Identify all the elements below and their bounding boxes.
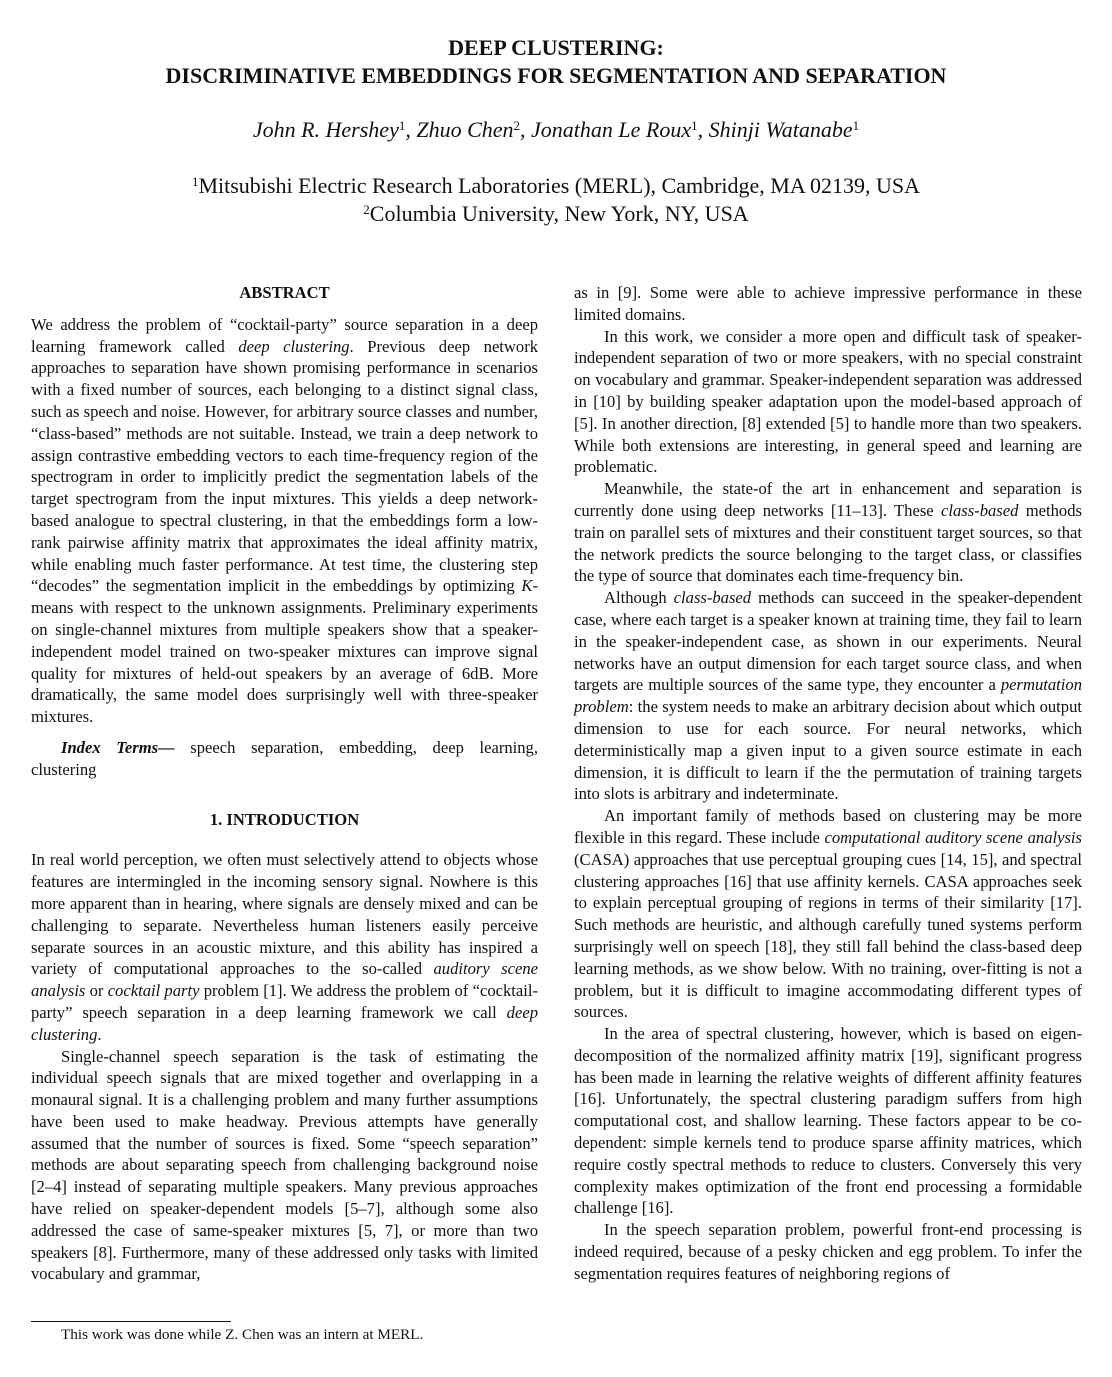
author-name: Jonathan Le Roux: [531, 117, 692, 142]
intro-paragraph-5: [574, 587, 1082, 805]
paragraph-text: problem [1]. We address the problem of “cocktail-party” speech separation in a deep learning framework we call: [31, 981, 539, 1022]
footnote: This work was done while Z. Chen was an intern at MERL.: [61, 1326, 424, 1343]
affiliations: [0, 172, 1112, 228]
paragraph-text: Meanwhile, the state-of the art in enhancement and separation is currently done using deep networks [11–13]. These: [574, 479, 1082, 520]
abstract-emphasis: deep clustering: [238, 336, 350, 356]
intro-paragraph-7: In the area of spectral clustering, however, which is based on eigen-decomposition of the normalized affinity matrix [19], significant progress has been made in learning the relative weights of different affinity features [16]. Unfortunately, the spectral clustering paradigm suffers from high computational cost, and shallow learning. These factors appear to be co-dependent: simple kernels tend to produce sparse affinity matrices, which require costly spectral methods to reduce to clusters. Conversely this very complexity makes optimization of the front end processing a formidable challenge [16].: [574, 1024, 1082, 1218]
intro-paragraph-1: [31, 849, 538, 1045]
paragraph-text: .: [97, 1024, 102, 1044]
author-name: John R. Hershey: [252, 117, 399, 142]
introduction-heading: 1. INTRODUCTION: [209, 809, 360, 829]
index-terms-label: Index Terms—: [61, 737, 175, 757]
abstract-text: -means with respect to the unknown assignments. Preliminary experiments on single-channel mixtures from multiple speakers show that a speaker-independent model trained on two-speaker mixtures can improve signal quality for mixtures of held-out speakers by an average of 6dB. More dramatically, the same model does surprisingly well with three-speaker mixtures.: [31, 576, 538, 727]
affiliation-line: [0, 200, 1112, 228]
abstract-text: We address the problem of “cocktail-party” source separation in a deep learning framework called: [31, 314, 538, 356]
author-affil-mark: 1: [398, 118, 406, 133]
author-name: Zhuo Chen: [416, 117, 514, 142]
paragraph-text: In real world perception, we often must selectively attend to objects whose features are intermingled in the incoming sensory signal. Nowhere is this more apparent than in hearing, where signals are densely mixed and can be challenging to separate. Nevertheless human listeners easily perceive separate sources in an acoustic mixture, and this ability has inspired a variety of computational approaches to the so-called: [31, 850, 538, 979]
author-affil-mark: 1: [852, 118, 860, 133]
author-name: Shinji Watanabe: [708, 117, 853, 142]
paragraph-emphasis: computational auditory scene analysis: [824, 827, 1082, 847]
paragraph-text: (CASA) approaches that use perceptual grouping cues [14, 15], and spectral clustering approaches [16] that use affinity kernels. CASA approaches seek to explain perceptual grouping of regions in terms of their similarity [17]. Such methods are heuristic, and although carefully tuned systems perform surprisingly well on speech [18], they still fall behind the class-based deep learning methods, as we show below. With no training, over-fitting is not a problem, but it is difficult to imagine accommodating different types of sources.: [574, 849, 1082, 1022]
intro-paragraph-8: In the speech separation problem, powerful front-end processing is indeed required, because of a pesky chicken and egg problem. To infer the segmentation requires features of neighboring regions of: [574, 1220, 1082, 1283]
affiliation-text: Mitsubishi Electric Research Laboratories (MERL), Cambridge, MA 02139, USA: [198, 173, 921, 198]
paragraph-text: Although: [604, 588, 674, 608]
paragraph-text: An important family of methods based on clustering may be more flexible in this regard. These include: [574, 806, 1082, 847]
right-column: [574, 282, 1082, 1285]
footnote-divider: [31, 1321, 231, 1322]
paragraph-emphasis: cocktail party: [107, 981, 200, 1001]
affiliation-text: Columbia University, New York, NY, USA: [369, 201, 749, 226]
intro-paragraph-2: Single-channel speech separation is the task of estimating the individual speech signals that are mixed together and overlapping in a monaural signal. It is a challenging problem and many further assumptions have been used to make headway. Previous attempts have generally assumed that the number of sources is fixed. Some “speech separation” methods are about separating speech from challenging background noise [2–4] instead of separating multiple speakers. Many previous approaches have relied on speaker-dependent models [5–7], although some also addressed the case of same-speaker mixtures [5, 7], or more than two speakers [8]. Furthermore, many of these addressed only tasks with limited vocabulary and grammar,: [31, 1046, 538, 1284]
author-separator: ,: [405, 117, 417, 142]
index-terms-text: speech separation, embedding, deep learning, clustering: [31, 737, 539, 779]
affiliation-mark: 1: [191, 174, 199, 189]
abstract-math-k: K: [521, 576, 533, 596]
affiliation-mark: 2: [363, 202, 370, 217]
abstract-paragraph: [31, 314, 538, 728]
author-list: [0, 116, 1112, 144]
abstract-heading: ABSTRACT: [239, 283, 330, 302]
author-separator: ,: [520, 117, 532, 142]
intro-paragraph-6: [574, 805, 1082, 1023]
left-column: [31, 282, 538, 1285]
paragraph-text: methods can succeed in the speaker-dependent case, where each target is a speaker known at training time, they fail to learn in the speaker-independent case, as shown in our experiments. Neural networks have an output dimension for each target source class, and when targets are multiple sources of the same type, they encounter a: [574, 588, 1082, 695]
title-line-2: DISCRIMINATIVE EMBEDDINGS FOR SEGMENTATION AND SEPARATION: [165, 63, 947, 88]
author-separator: ,: [697, 117, 709, 142]
author-affil-mark: 2: [513, 118, 521, 133]
intro-paragraph-2-continued: as in [9]. Some were able to achieve impressive performance in these limited domains.: [574, 283, 1082, 324]
intro-paragraph-4: [574, 478, 1082, 587]
paragraph-emphasis: class-based: [673, 588, 752, 608]
paragraph-emphasis: deep clustering: [31, 1002, 538, 1044]
paragraph-text: methods train on parallel sets of mixtures and their constituent target sources, so that the network predicts the source belonging to the target class, or classifies the type of source that dominates each time-frequency bin.: [574, 500, 1082, 586]
paragraph-emphasis: class-based: [940, 500, 1019, 520]
paper-title: [0, 34, 1112, 90]
index-terms: [31, 737, 538, 781]
affiliation-line: [0, 172, 1112, 200]
paragraph-emphasis: permutation problem: [574, 675, 1082, 717]
paragraph-emphasis: auditory scene analysis: [31, 959, 538, 1001]
paragraph-text: : the system needs to make an arbitrary decision about which output dimension to use for each source. For neural networks, which deterministically map a given input to a given source estimate in each dimension, it is difficult to learn if the the permutation of training targets into slots is arbitrary and indeterminate.: [574, 697, 1082, 804]
intro-paragraph-3: In this work, we consider a more open and difficult task of speaker-independent separation of two or more speakers, with no special constraint on vocabulary and grammar. Speaker-independent separation was addressed in [10] by building speaker adaptation upon the model-based approach of [5]. In another direction, [8] extended [5] to handle more than two speakers. While both extensions are interesting, in general speed and learning are problematic.: [574, 326, 1082, 477]
title-line-1: DEEP CLUSTERING:: [448, 35, 664, 60]
abstract-text: . Previous deep network approaches to separation have shown promising performance in scenarios with a fixed number of sources, each belonging to a distinct signal class, such as speech and noise. However, for arbitrary source classes and number, “class-based” methods are not suitable. Instead, we train a deep network to assign contrastive embedding vectors to each time-frequency region of the spectrogram in order to implicitly predict the segmentation labels of the target spectrogram from the input mixtures. This yields a deep network-based analogue to spectral clustering, in that the embeddings form a low-rank pairwise affinity matrix that approximates the ideal affinity matrix, while enabling much faster performance. At test time, the clustering step “decodes” the segmentation implicit in the embeddings by optimizing: [31, 336, 539, 596]
paragraph-text: or: [85, 981, 108, 1001]
author-affil-mark: 1: [691, 118, 698, 133]
